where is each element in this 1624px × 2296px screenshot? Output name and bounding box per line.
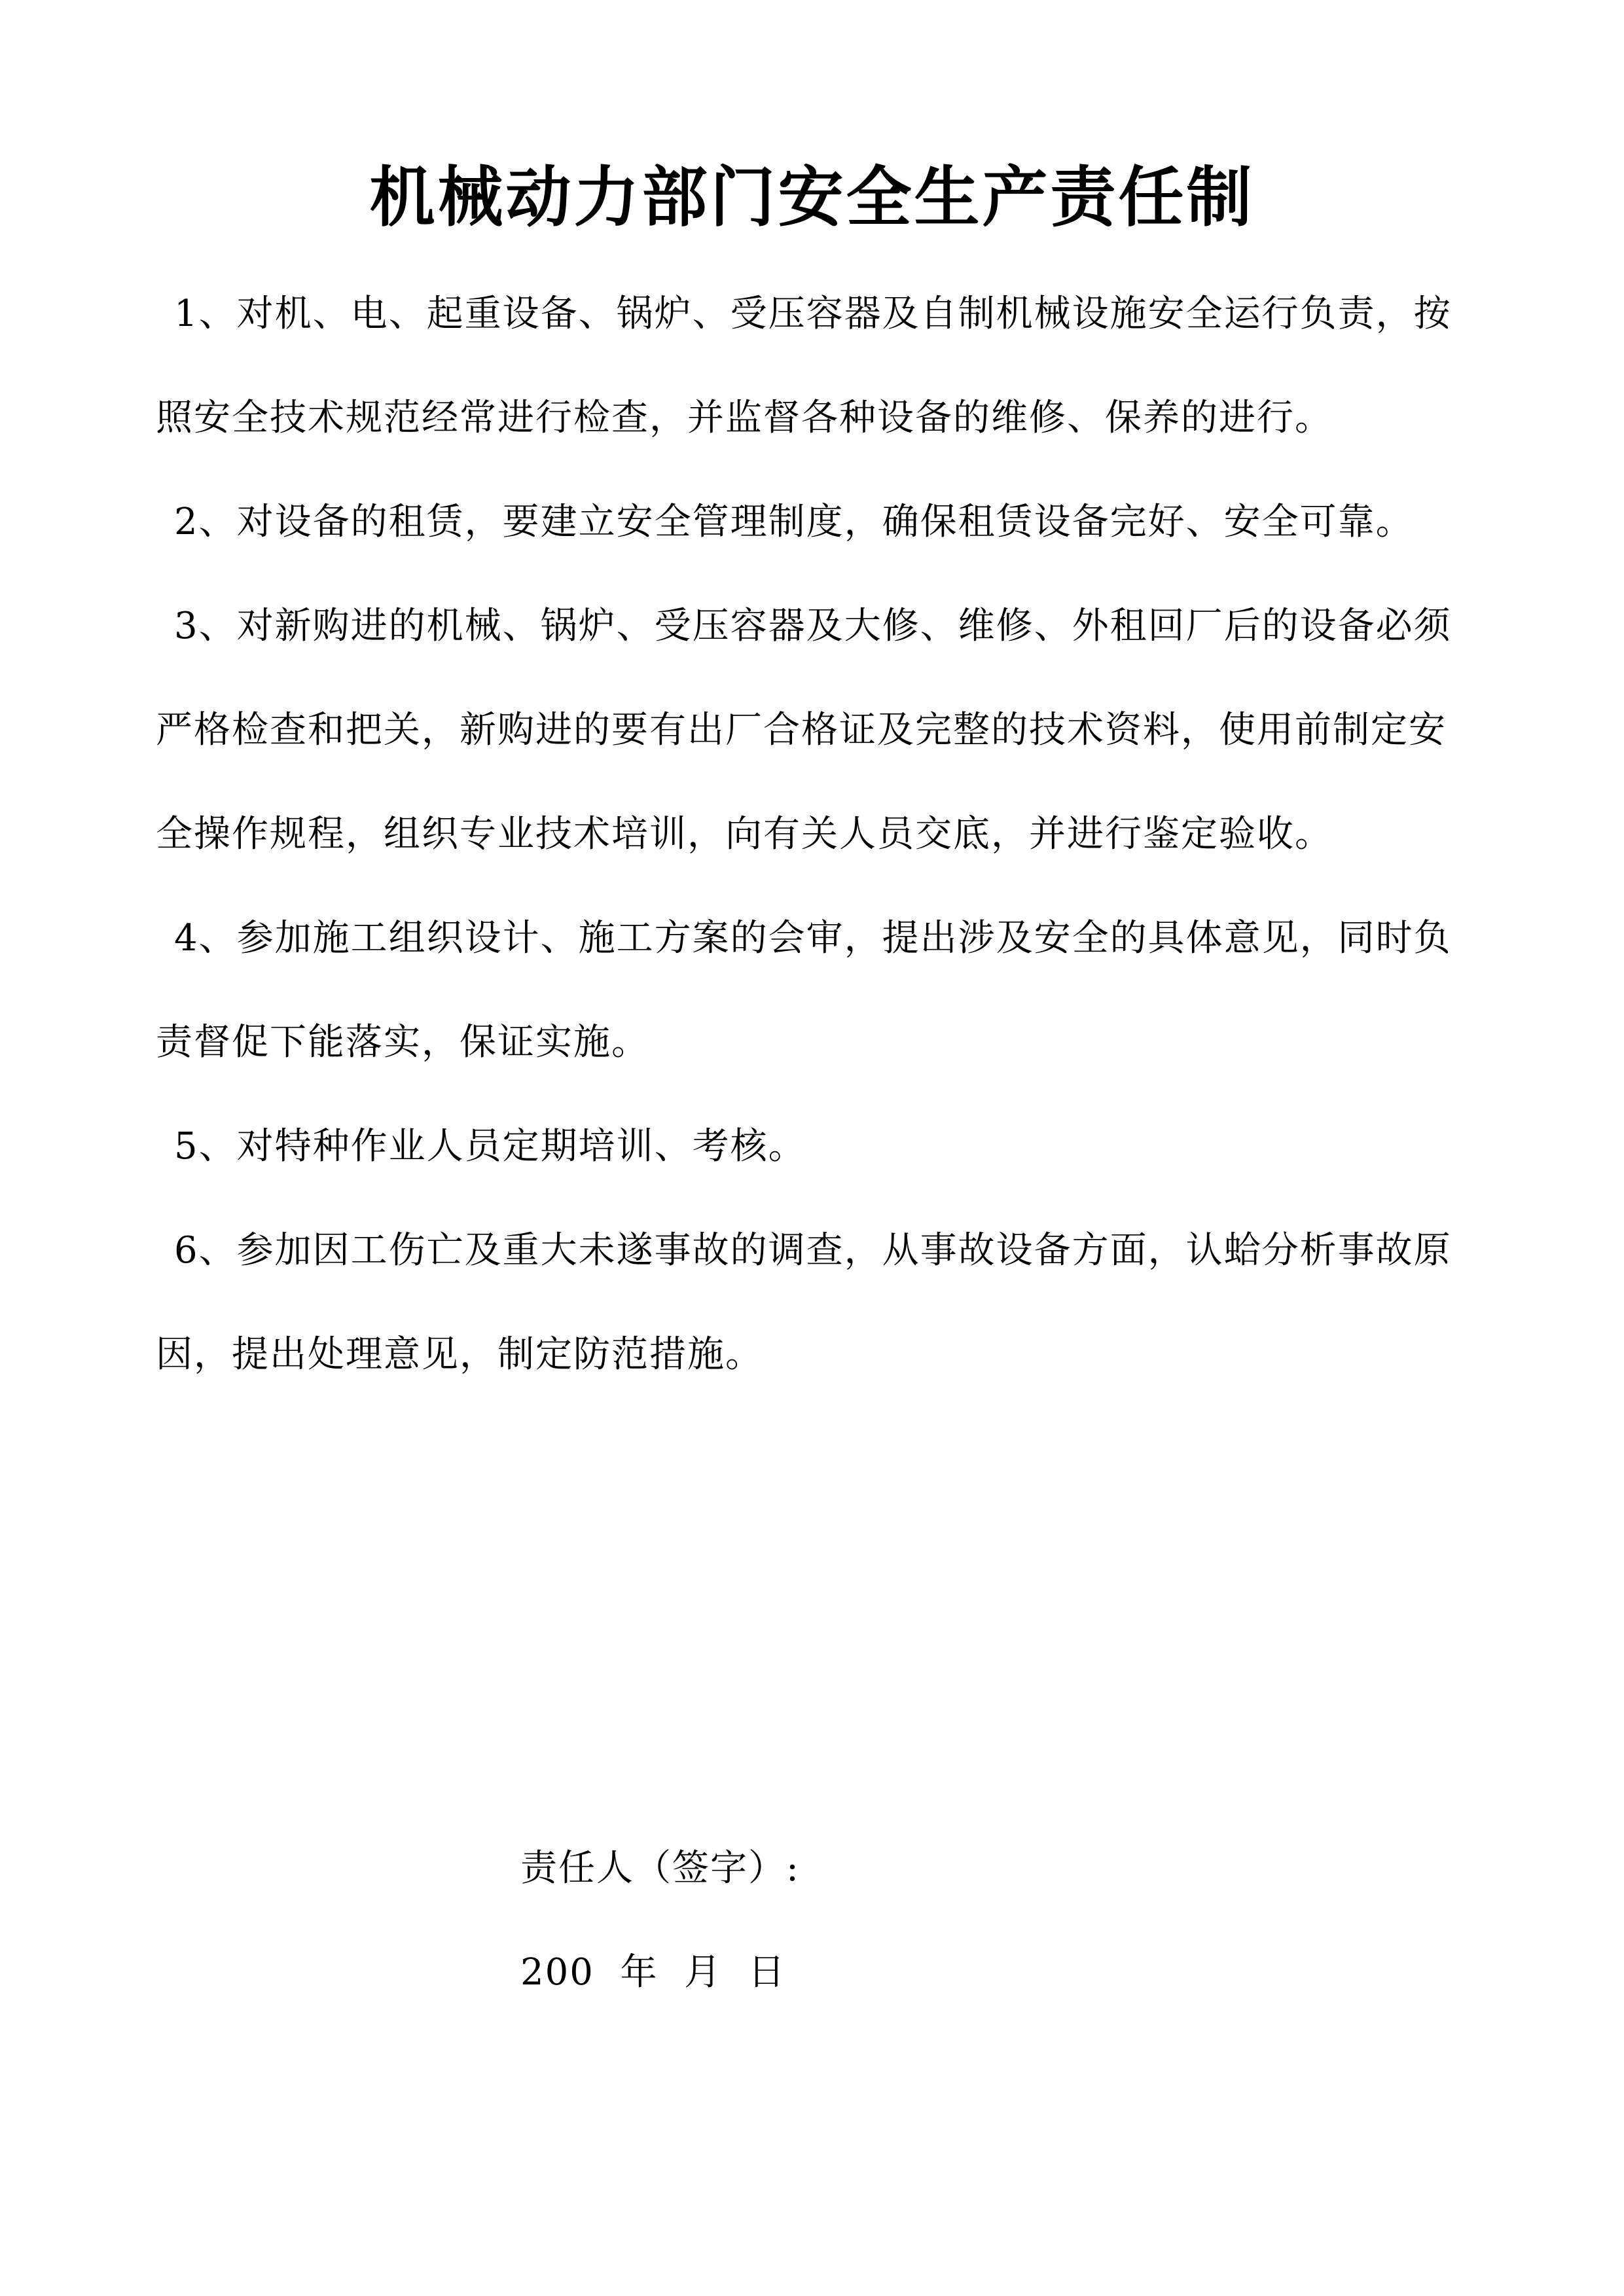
signature-label: 责任人（签字）:	[520, 1847, 800, 1890]
clause-4: 4、参加施工组织设计、施工方案的会审，提出涉及安全的具体意见，同时负责督促下能落实，保证实施。	[156, 917, 1452, 1064]
document-body	[156, 262, 1478, 1407]
clause-1: 1、对机、电、起重设备、锅炉、受压容器及自制机械设施安全运行负责，按照安全技术规范经常进行检查，并监督各种设备的维修、保养的进行。	[156, 293, 1452, 439]
signature-block	[520, 1816, 800, 2024]
clause-5: 5、对特种作业人员定期培训、考核。	[174, 1125, 806, 1168]
clause-6: 6、参加因工伤亡及重大未遂事故的调查，从事故设备方面，认蛤分析事故原因，提出处理意见，制定防范措施。	[156, 1229, 1452, 1376]
document-title: 机械动力部门安全生产责任制	[369, 159, 1255, 236]
clause-2: 2、对设备的租赁，要建立安全管理制度，确保租赁设备完好、安全可靠。	[174, 501, 1414, 543]
signature-date: 200 年 月 日	[520, 1951, 786, 1994]
clause-3: 3、对新购进的机械、锅炉、受压容器及大修、维修、外租回厂后的设备必须严格检查和把关，新购进的要有出厂合格证及完整的技术资料，使用前制定安全操作规程，组织专业技术培训，向有关人员交底，并进行鉴定验收。	[156, 605, 1452, 855]
